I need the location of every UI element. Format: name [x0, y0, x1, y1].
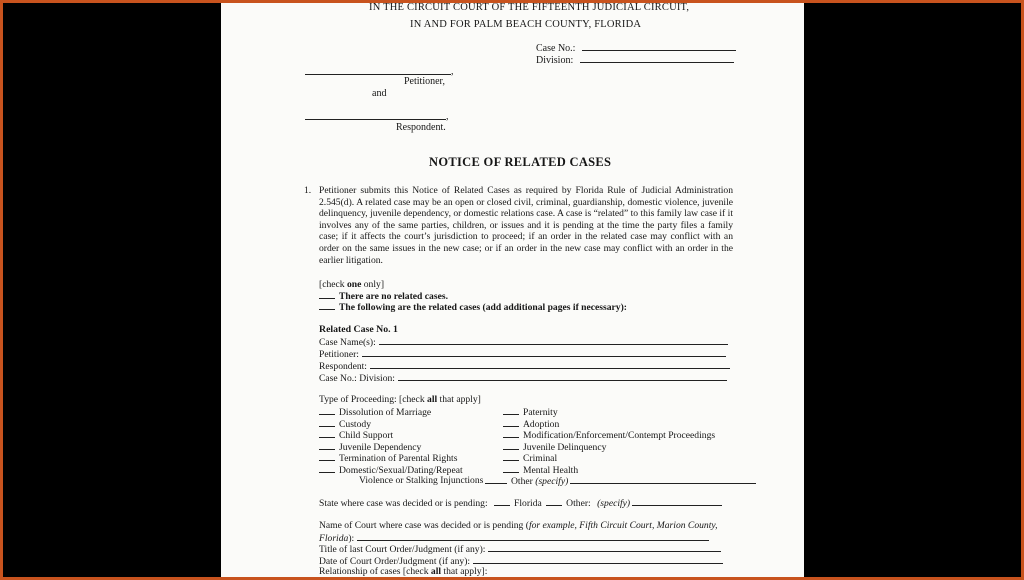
related-respondent-field[interactable] — [370, 360, 730, 369]
respondent-comma: , — [446, 111, 449, 122]
related-petitioner-row — [319, 348, 726, 361]
checkbox-juvenile-dependency[interactable] — [319, 441, 335, 450]
related-petitioner-field[interactable] — [362, 348, 726, 357]
state-label: State where case was decided or is pending: — [319, 498, 488, 509]
related-petitioner-label: Petitioner: — [319, 349, 359, 360]
label-criminal: Criminal — [523, 453, 558, 464]
relationship-row — [319, 566, 487, 578]
proceeding-option-dissolution — [319, 406, 431, 419]
case-names-row — [319, 336, 728, 349]
checkbox-other[interactable] — [485, 475, 507, 484]
proceeding-option-termination — [319, 452, 457, 465]
related-case-heading: Related Case No. 1 — [319, 324, 398, 335]
proceeding-option-modification — [503, 429, 715, 442]
check-one-prefix: [check — [319, 279, 347, 290]
label-custody: Custody — [339, 419, 371, 430]
order-date-field[interactable] — [473, 555, 723, 564]
option-related-label: The following are the related cases (add additional pages if necessary): — [339, 302, 627, 313]
petitioner-label: Petitioner, — [404, 76, 445, 87]
state-row — [319, 497, 722, 510]
checkbox-custody[interactable] — [319, 418, 335, 427]
label-other-specify: (specify) — [535, 476, 569, 487]
division-row — [536, 54, 734, 67]
case-names-field[interactable] — [379, 336, 728, 345]
relationship-label-bold: all — [430, 566, 442, 577]
label-termination: Termination of Parental Rights — [339, 453, 458, 464]
last-order-field[interactable] — [488, 543, 721, 552]
checkbox-termination[interactable] — [319, 452, 335, 461]
option-related-checkbox[interactable] — [319, 301, 335, 310]
check-one-instruction — [319, 279, 384, 291]
option-no-related-label: There are no related cases. — [339, 291, 448, 302]
court-name-field[interactable] — [357, 532, 709, 541]
document-title: NOTICE OF RELATED CASES — [429, 155, 612, 169]
and-label: and — [372, 88, 387, 99]
label-domestic-continuation: Violence or Stalking Injunctions — [359, 475, 484, 486]
case-no-label: Case No.: — [536, 43, 576, 54]
label-other: Other — [511, 476, 536, 487]
proceeding-option-paternity — [503, 406, 558, 419]
last-order-row — [319, 543, 721, 556]
checkbox-criminal[interactable] — [503, 452, 519, 461]
paragraph-number: 1. — [304, 185, 312, 196]
proceeding-option-other — [485, 475, 756, 488]
checkbox-other-state[interactable] — [546, 497, 562, 506]
label-other-state: Other: — [566, 498, 591, 509]
document-page — [221, 0, 804, 580]
division-field[interactable] — [580, 54, 734, 63]
proceeding-label-bold: all — [427, 394, 438, 405]
label-florida: Florida — [514, 498, 542, 509]
checkbox-adoption[interactable] — [503, 418, 519, 427]
court-name-label: Name of Court where case was decided or is pending ( — [319, 520, 529, 531]
label-juvenile-dependency: Juvenile Dependency — [339, 442, 422, 453]
case-no-row — [536, 42, 736, 55]
label-domestic: Domestic/Sexual/Dating/Repeat — [339, 465, 463, 476]
paragraph-1: Petitioner submits this Notice of Related Cases as required by Florida Rule of Judicial Administration 2.545(d). A related case may be an open or closed civil, criminal, guardianship, domestic violence, juvenile delinquency, juvenile dependency, or domestic relations case. A case is “related” to this family law case if it involves any of the same parties, children, or issues and it is pending at the time the party files a family case; if it affects the court’s jurisdiction to proceed; if an order in the related case may conflict with an order on the same issues in the new case; or if an order in the new case may conflict with an order in the earlier litigation. — [319, 185, 733, 266]
check-one-bold: one — [346, 279, 362, 290]
division-label: Division: — [536, 55, 574, 66]
label-paternity: Paternity — [523, 407, 558, 418]
option-no-related-checkbox[interactable] — [319, 290, 335, 299]
proceeding-label — [319, 394, 481, 406]
proceeding-option-criminal — [503, 452, 557, 465]
related-caseno-label: Case No.: Division: — [319, 373, 395, 384]
checkbox-dissolution[interactable] — [319, 406, 335, 415]
court-line-1: IN THE CIRCUIT COURT OF THE FIFTEENTH JUDICIAL CIRCUIT, — [369, 2, 690, 13]
related-respondent-row — [319, 360, 730, 373]
court-name-example: for example, Fifth Circuit Court, Marion County, Florida — [319, 520, 718, 544]
court-name-row — [319, 520, 733, 544]
proceeding-option-child-support — [319, 429, 393, 442]
checkbox-child-support[interactable] — [319, 429, 335, 438]
respondent-label: Respondent. — [396, 122, 446, 133]
checkbox-juvenile-delinquency[interactable] — [503, 441, 519, 450]
court-line-2: IN AND FOR PALM BEACH COUNTY, FLORIDA — [410, 19, 642, 30]
other-specify-field[interactable] — [570, 475, 756, 484]
relationship-label-suffix: that apply]: — [441, 566, 488, 577]
order-date-label: Date of Court Order/Judgment (if any): — [319, 556, 471, 567]
case-names-label: Case Name(s): — [319, 337, 376, 348]
label-dissolution: Dissolution of Marriage — [339, 407, 432, 418]
check-one-suffix: only] — [361, 279, 385, 290]
checkbox-paternity[interactable] — [503, 406, 519, 415]
label-adoption: Adoption — [523, 419, 560, 430]
checkbox-florida[interactable] — [494, 497, 510, 506]
proceeding-label-suffix: that apply] — [437, 394, 481, 405]
other-state-field[interactable] — [632, 497, 722, 506]
related-respondent-label: Respondent: — [319, 361, 367, 372]
petitioner-name-line[interactable] — [305, 74, 451, 75]
option-related — [319, 301, 627, 314]
related-caseno-field[interactable] — [398, 372, 727, 381]
checkbox-modification[interactable] — [503, 429, 519, 438]
label-state-specify: (specify) — [597, 498, 631, 509]
respondent-name-line[interactable] — [305, 119, 446, 120]
label-modification: Modification/Enforcement/Contempt Proceedings — [523, 430, 716, 441]
related-caseno-row — [319, 372, 727, 385]
petitioner-comma: , — [451, 66, 454, 77]
label-mental-health: Mental Health — [523, 465, 579, 476]
label-juvenile-delinquency: Juvenile Delinquency — [523, 442, 607, 453]
proceeding-label-prefix: Type of Proceeding: [check — [319, 394, 428, 405]
court-name-suffix: ): — [348, 532, 355, 544]
label-child-support: Child Support — [339, 430, 394, 441]
checkbox-domestic[interactable] — [319, 464, 335, 473]
last-order-label: Title of last Court Order/Judgment (if any): — [319, 544, 486, 555]
case-no-field[interactable] — [582, 42, 736, 51]
checkbox-mental-health[interactable] — [503, 464, 519, 473]
relationship-label-prefix: Relationship of cases [check — [319, 566, 431, 577]
